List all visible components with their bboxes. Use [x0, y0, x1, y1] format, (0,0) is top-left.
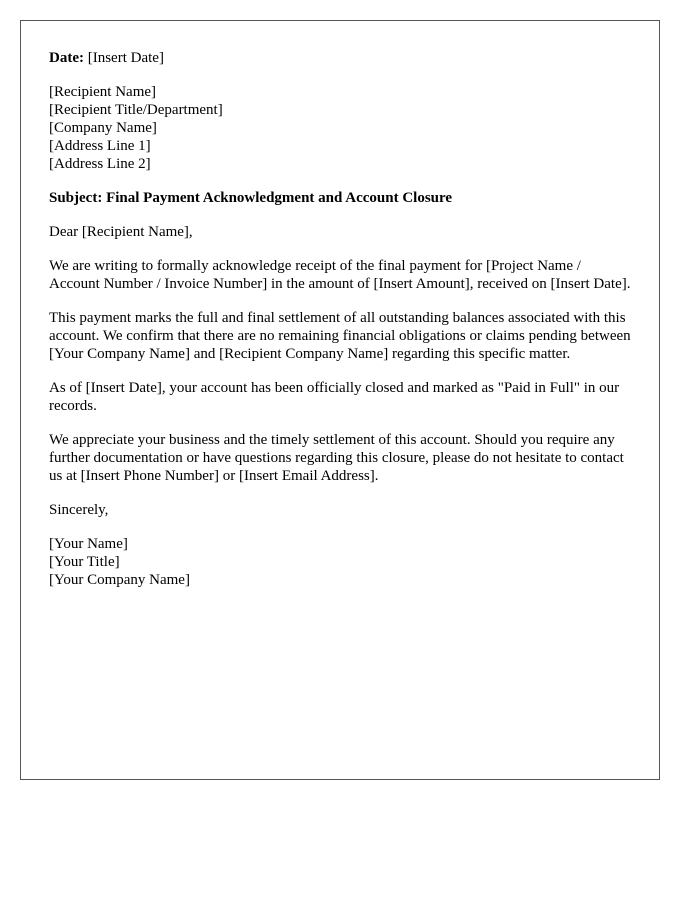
- date-line: [49, 49, 631, 67]
- signature-company: [Your Company Name]: [49, 572, 190, 588]
- salutation: Dear [Recipient Name],: [49, 224, 193, 240]
- date-label: Date:: [49, 50, 84, 66]
- recipient-title: [Recipient Title/Department]: [49, 102, 223, 118]
- recipient-address-line-1: [Address Line 1]: [49, 138, 151, 154]
- signature-name: [Your Name]: [49, 536, 128, 552]
- recipient-company: [Company Name]: [49, 120, 157, 136]
- recipient-block: [49, 83, 631, 173]
- recipient-name: [Recipient Name]: [49, 84, 157, 100]
- signature-block: [49, 535, 631, 589]
- subject-value: Final Payment Acknowledgment and Account Closure: [106, 190, 453, 206]
- letter-page: [20, 20, 660, 780]
- body-paragraph-4: We appreciate your business and the timely settlement of this account. Should you require any further documentation or have questions regarding this closure, please do not hesitate to contact us at [Insert Phone Number] or [Insert Email Address].: [49, 432, 624, 484]
- body-paragraph-3: As of [Insert Date], your account has been officially closed and marked as "Paid in Full" in our records.: [49, 380, 620, 414]
- signature-title: [Your Title]: [49, 554, 120, 570]
- date-value: [Insert Date]: [87, 50, 164, 66]
- body-paragraph-2: This payment marks the full and final settlement of all outstanding balances associated with this account. We confirm that there are no remaining financial obligations or claims pending between [Your Company Name] and [Recipient Company Name] regarding this specific matter.: [49, 310, 631, 362]
- closing: Sincerely,: [49, 502, 109, 518]
- body-paragraph-1: We are writing to formally acknowledge receipt of the final payment for [Project Name / Account Number / Invoice Number] in the amount of [Insert Amount], received on [Insert Date].: [49, 258, 631, 292]
- recipient-address-line-2: [Address Line 2]: [49, 156, 151, 172]
- subject-label: Subject:: [49, 190, 103, 206]
- subject-line: [49, 189, 631, 207]
